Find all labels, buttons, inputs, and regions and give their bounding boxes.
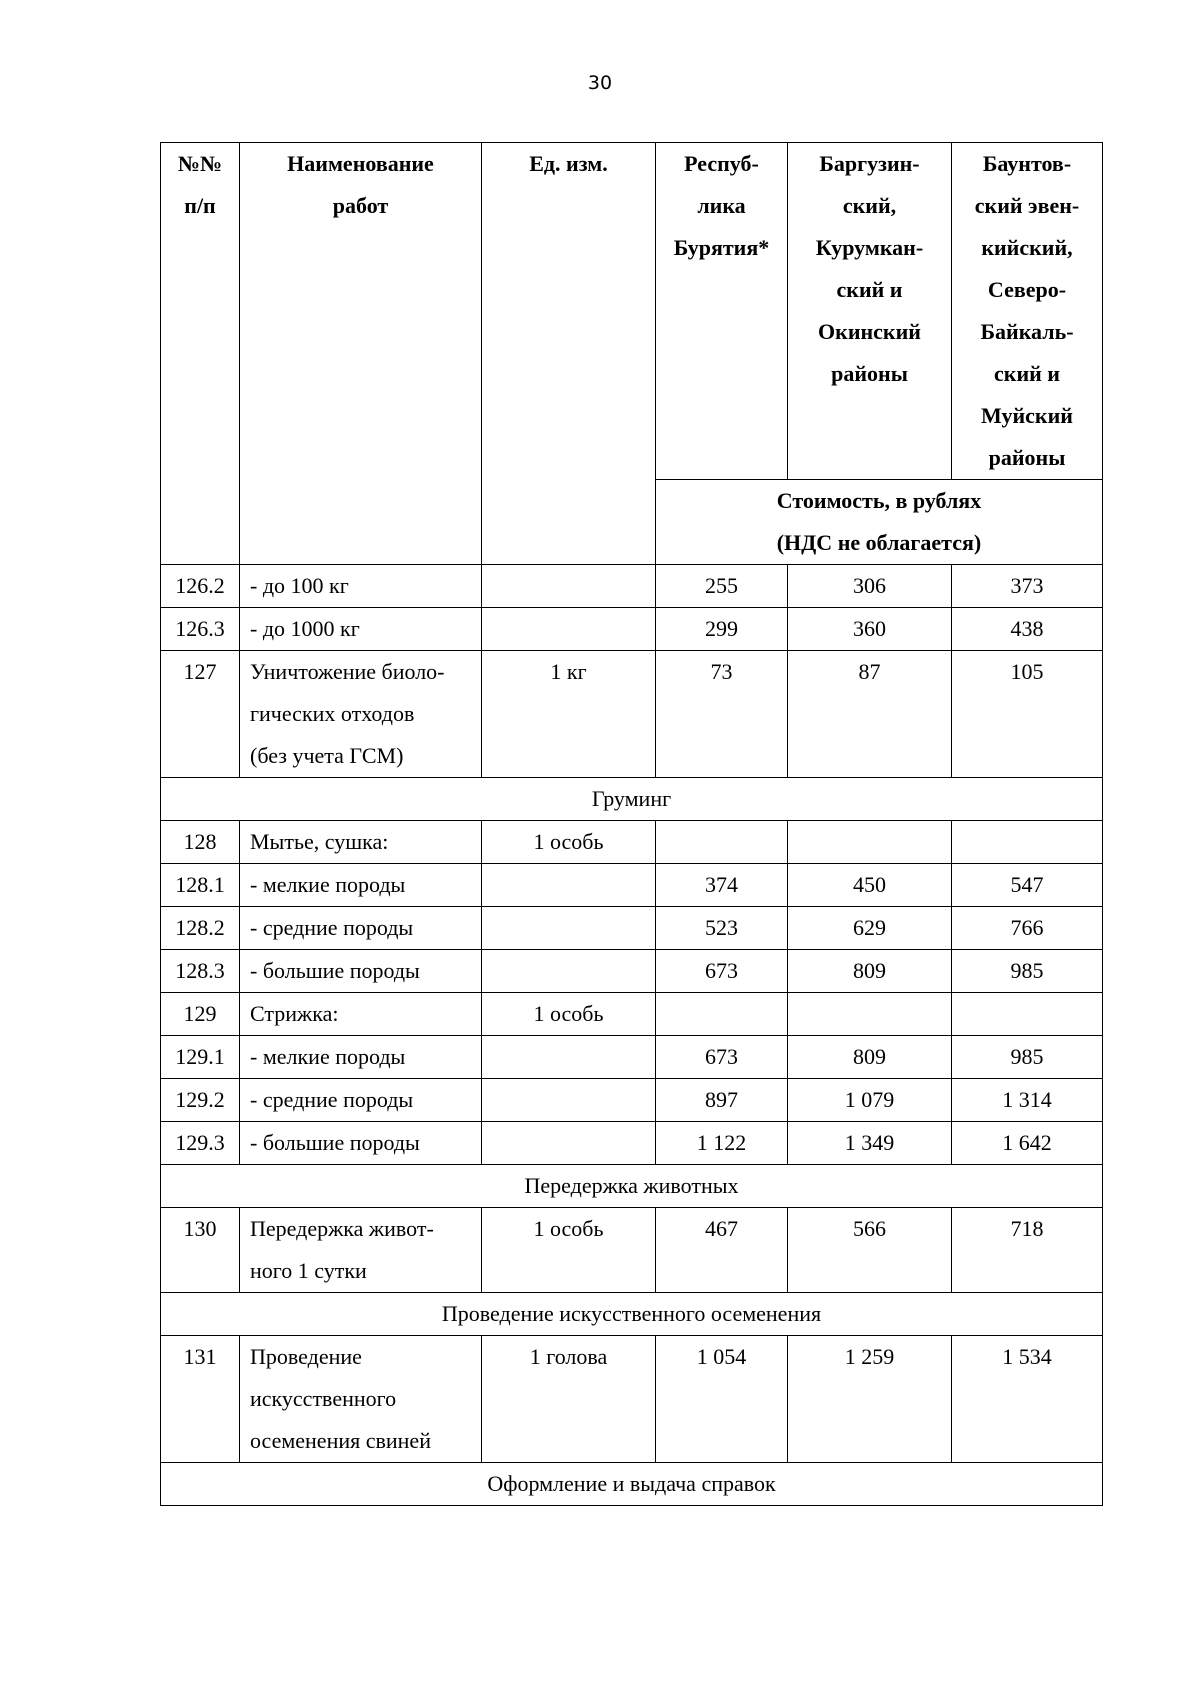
table-row xyxy=(161,1079,1103,1122)
row-name: - большие породы xyxy=(240,950,482,993)
row-number: 128.1 xyxy=(161,864,240,907)
row-price-republic-buryatia: 255 xyxy=(656,565,788,608)
row-unit xyxy=(482,864,656,907)
row-number: 129.3 xyxy=(161,1122,240,1165)
row-number: 128 xyxy=(161,821,240,864)
row-number: 129.1 xyxy=(161,1036,240,1079)
table-row xyxy=(161,1208,1103,1293)
table-row xyxy=(161,1122,1103,1165)
header-bauntov-severobaikal-muisky: Баунтов- ский эвен- кийский, Северо- Байкаль- ский и Муйский районы xyxy=(952,143,1103,480)
row-price-republic-buryatia: 467 xyxy=(656,1208,788,1293)
row-price-republic-buryatia: 73 xyxy=(656,651,788,778)
table-row xyxy=(161,1036,1103,1079)
row-price-barguzin-kurumkan-okinsky: 629 xyxy=(788,907,952,950)
row-price-bauntov-severobaikal-muisky: 373 xyxy=(952,565,1103,608)
row-price-barguzin-kurumkan-okinsky: 1 349 xyxy=(788,1122,952,1165)
table-row xyxy=(161,864,1103,907)
row-price-bauntov-severobaikal-muisky: 766 xyxy=(952,907,1103,950)
row-price-bauntov-severobaikal-muisky xyxy=(952,993,1103,1036)
row-price-bauntov-severobaikal-muisky: 438 xyxy=(952,608,1103,651)
row-number: 127 xyxy=(161,651,240,778)
price-table xyxy=(160,142,1103,1506)
row-number: 126.2 xyxy=(161,565,240,608)
row-price-barguzin-kurumkan-okinsky: 809 xyxy=(788,950,952,993)
row-unit xyxy=(482,907,656,950)
row-name: Мытье, сушка: xyxy=(240,821,482,864)
table-row xyxy=(161,651,1103,778)
section-title: Оформление и выдача справок xyxy=(161,1463,1103,1506)
row-name: - мелкие породы xyxy=(240,1036,482,1079)
table-row xyxy=(161,907,1103,950)
row-price-republic-buryatia: 897 xyxy=(656,1079,788,1122)
row-number: 130 xyxy=(161,1208,240,1293)
section-title: Груминг xyxy=(161,778,1103,821)
row-price-bauntov-severobaikal-muisky xyxy=(952,821,1103,864)
header-cost: Стоимость, в рублях (НДС не облагается) xyxy=(656,480,1103,565)
header-barguzin-kurumkan-okinsky: Баргузин- ский, Курумкан- ский и Окинский районы xyxy=(788,143,952,480)
row-number: 131 xyxy=(161,1336,240,1463)
row-price-republic-buryatia: 1 122 xyxy=(656,1122,788,1165)
row-price-barguzin-kurumkan-okinsky: 450 xyxy=(788,864,952,907)
row-unit xyxy=(482,1036,656,1079)
row-name: - до 1000 кг xyxy=(240,608,482,651)
table-row xyxy=(161,993,1103,1036)
header-name: Наименование работ xyxy=(240,143,482,565)
row-price-bauntov-severobaikal-muisky: 1 314 xyxy=(952,1079,1103,1122)
row-name: Проведение искусственного осеменения свиней xyxy=(240,1336,482,1463)
row-unit: 1 особь xyxy=(482,993,656,1036)
row-name: - мелкие породы xyxy=(240,864,482,907)
row-price-republic-buryatia xyxy=(656,821,788,864)
row-price-barguzin-kurumkan-okinsky: 1 079 xyxy=(788,1079,952,1122)
row-unit xyxy=(482,1079,656,1122)
section-row xyxy=(161,1165,1103,1208)
row-price-republic-buryatia: 673 xyxy=(656,950,788,993)
table-row xyxy=(161,1336,1103,1463)
row-price-republic-buryatia: 673 xyxy=(656,1036,788,1079)
header-number: №№ п/п xyxy=(161,143,240,565)
row-number: 129 xyxy=(161,993,240,1036)
row-name: - средние породы xyxy=(240,907,482,950)
table-body xyxy=(161,565,1103,1506)
row-name: Передержка живот- ного 1 сутки xyxy=(240,1208,482,1293)
row-unit xyxy=(482,1122,656,1165)
row-number: 128.3 xyxy=(161,950,240,993)
table-row xyxy=(161,950,1103,993)
header-unit: Ед. изм. xyxy=(482,143,656,565)
row-price-bauntov-severobaikal-muisky: 985 xyxy=(952,1036,1103,1079)
row-price-republic-buryatia: 374 xyxy=(656,864,788,907)
row-price-barguzin-kurumkan-okinsky: 306 xyxy=(788,565,952,608)
row-number: 128.2 xyxy=(161,907,240,950)
row-unit: 1 особь xyxy=(482,821,656,864)
row-price-bauntov-severobaikal-muisky: 105 xyxy=(952,651,1103,778)
row-name: - средние породы xyxy=(240,1079,482,1122)
row-unit xyxy=(482,608,656,651)
row-price-republic-buryatia xyxy=(656,993,788,1036)
section-row xyxy=(161,1463,1103,1506)
row-price-republic-buryatia: 1 054 xyxy=(656,1336,788,1463)
row-price-barguzin-kurumkan-okinsky: 809 xyxy=(788,1036,952,1079)
page-number: 30 xyxy=(587,72,613,94)
row-name: - большие породы xyxy=(240,1122,482,1165)
row-price-barguzin-kurumkan-okinsky xyxy=(788,993,952,1036)
section-row xyxy=(161,778,1103,821)
table-row xyxy=(161,565,1103,608)
row-price-barguzin-kurumkan-okinsky: 87 xyxy=(788,651,952,778)
header-republic-buryatia: Респуб- лика Бурятия* xyxy=(656,143,788,480)
row-price-bauntov-severobaikal-muisky: 1 642 xyxy=(952,1122,1103,1165)
row-price-republic-buryatia: 299 xyxy=(656,608,788,651)
section-title: Проведение искусственного осеменения xyxy=(161,1293,1103,1336)
row-price-barguzin-kurumkan-okinsky: 1 259 xyxy=(788,1336,952,1463)
table-row xyxy=(161,608,1103,651)
row-price-bauntov-severobaikal-muisky: 1 534 xyxy=(952,1336,1103,1463)
row-unit: 1 кг xyxy=(482,651,656,778)
table-row xyxy=(161,821,1103,864)
row-name: Стрижка: xyxy=(240,993,482,1036)
row-name: Уничтожение биоло- гических отходов (без учета ГСМ) xyxy=(240,651,482,778)
section-row xyxy=(161,1293,1103,1336)
row-price-bauntov-severobaikal-muisky: 718 xyxy=(952,1208,1103,1293)
row-unit xyxy=(482,565,656,608)
row-price-barguzin-kurumkan-okinsky: 360 xyxy=(788,608,952,651)
row-name: - до 100 кг xyxy=(240,565,482,608)
row-unit xyxy=(482,950,656,993)
row-price-barguzin-kurumkan-okinsky xyxy=(788,821,952,864)
row-number: 126.3 xyxy=(161,608,240,651)
row-price-bauntov-severobaikal-muisky: 985 xyxy=(952,950,1103,993)
row-price-barguzin-kurumkan-okinsky: 566 xyxy=(788,1208,952,1293)
row-number: 129.2 xyxy=(161,1079,240,1122)
row-unit: 1 особь xyxy=(482,1208,656,1293)
row-price-bauntov-severobaikal-muisky: 547 xyxy=(952,864,1103,907)
section-title: Передержка животных xyxy=(161,1165,1103,1208)
row-unit: 1 голова xyxy=(482,1336,656,1463)
row-price-republic-buryatia: 523 xyxy=(656,907,788,950)
